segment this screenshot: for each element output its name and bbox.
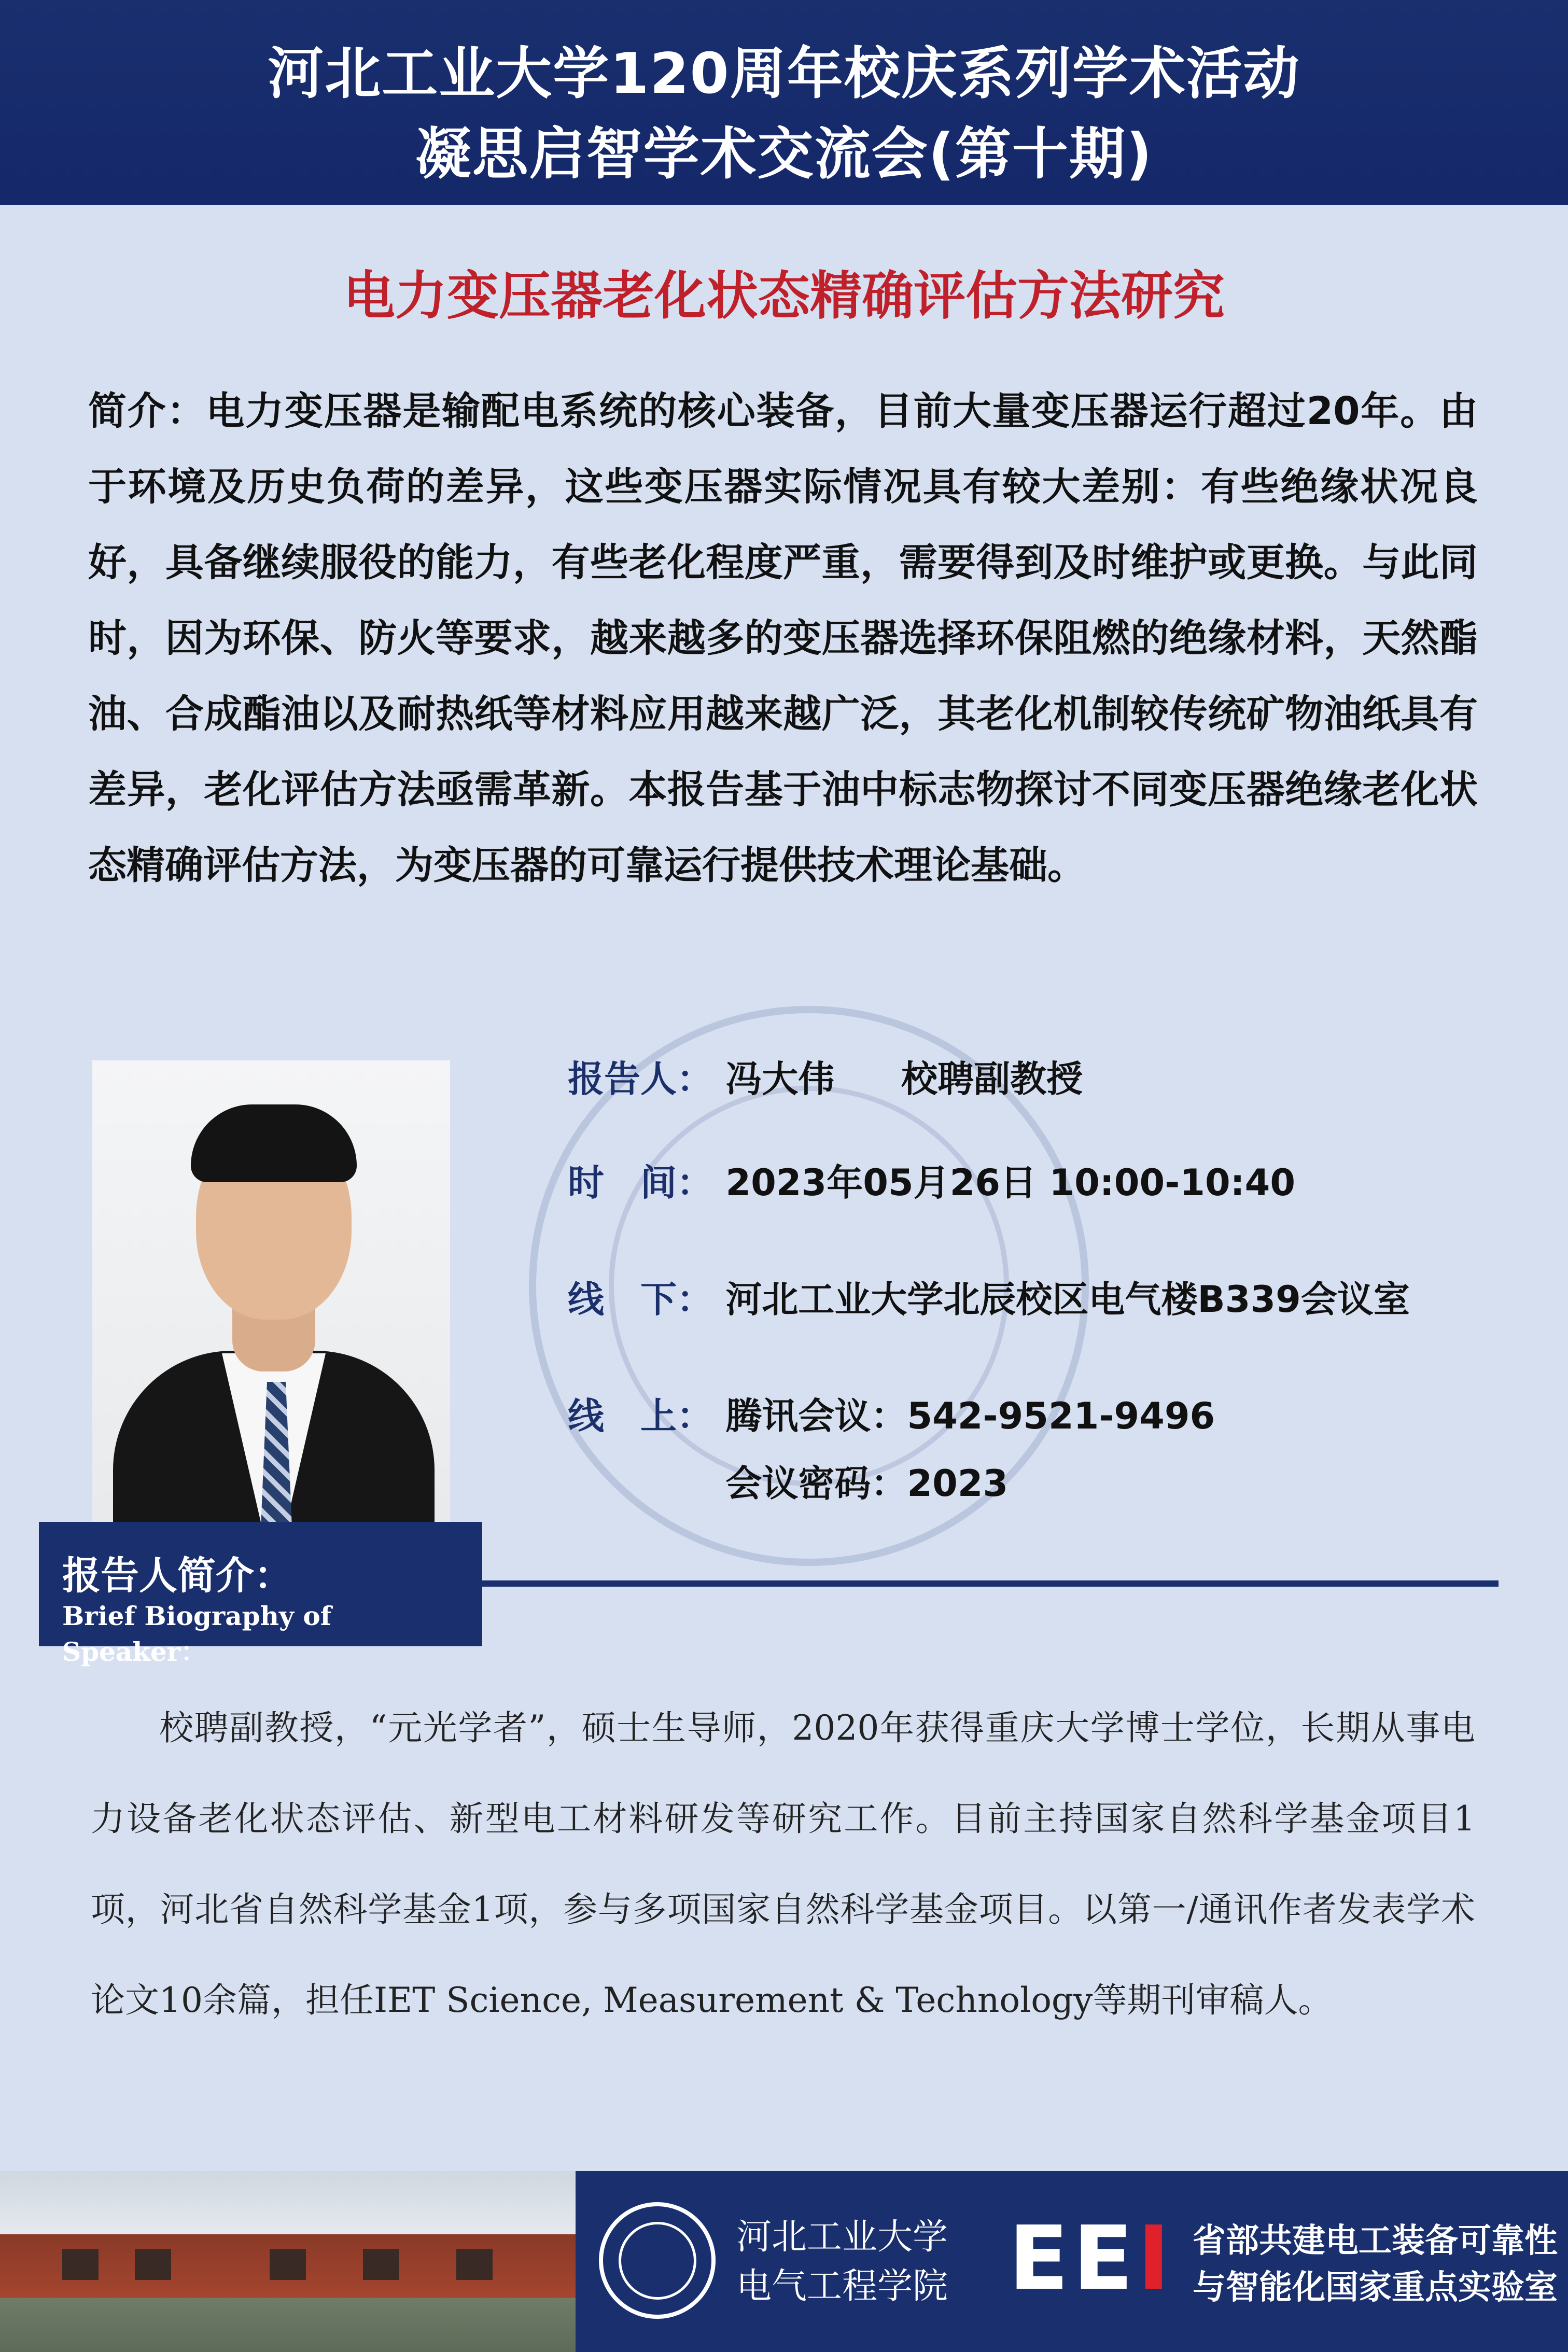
- online-meeting-password: 会议密码：2023: [725, 1462, 1009, 1505]
- lab-name-line1: 省部共建电工装备可靠性: [1193, 2222, 1558, 2260]
- speaker-photo: [92, 1060, 450, 1522]
- poster-header: [0, 0, 1568, 205]
- biography-heading-cn: 报告人简介：: [62, 1553, 292, 1598]
- speaker-biography: 校聘副教授，“元光学者”，硕士生导师，2020年获得重庆大学博士学位，长期从事电力设备老化状态评估、新型电工材料研发等研究工作。目前主持国家自然科学基金项目1项，河北省自然科学基金1项，参与多项国家自然科学基金项目。以第一/通讯作者发表学术论文10余篇，担任IET Science, Measurement & Technology等期刊审稿人。: [91, 1708, 1475, 2020]
- time-value: 2023年05月26日 10:00-10:40: [725, 1161, 1296, 1204]
- online-password-row: [568, 1454, 1008, 1507]
- speaker-row: [568, 1050, 1083, 1102]
- section-divider: [482, 1580, 1499, 1587]
- lab-logo-icon: EEI: [1009, 2207, 1174, 2310]
- talk-abstract: 简介：电力变压器是输配电系统的核心装备，目前大量变压器运行超过20年。由于环境及历史负荷的差异，这些变压器实际情况具有较大差别：有些绝缘状况良好，具备继续服役的能力，有些老化程度严重，需要得到及时维护或更换。与此同时，因为环保、防火等要求，越来越多的变压器选择环保阻燃的绝缘材料，天然酯油、合成酯油以及耐热纸等材料应用越来越广泛，其老化机制较传统矿物油纸具有差异，老化评估方法亟需革新。本报告基于油中标志物探讨不同变压器绝缘老化状态精确评估方法，为变压器的可靠运行提供技术理论基础。: [88, 389, 1478, 888]
- speaker-name: 冯大伟: [725, 1058, 835, 1100]
- offline-row: [568, 1270, 1410, 1323]
- lab-name-line2: 与智能化国家重点实验室: [1193, 2269, 1558, 2307]
- campus-building-image: [0, 2171, 576, 2352]
- online-meeting-id: 腾讯会议：542-9521-9496: [725, 1395, 1215, 1437]
- time-label: 时 间：: [568, 1161, 713, 1204]
- biography-heading: [39, 1522, 482, 1667]
- biography-heading-en: Brief Biography of Speaker：: [62, 1601, 332, 1667]
- poster-footer: [0, 2171, 1568, 2352]
- college-name: [736, 2213, 948, 2311]
- time-row: [568, 1154, 1295, 1206]
- college-logo-icon: [599, 2202, 716, 2319]
- speaker-label: 报告人：: [568, 1058, 713, 1100]
- online-row: [568, 1387, 1215, 1439]
- event-session-title: 凝思启智学术交流会(第十期): [415, 122, 1153, 187]
- offline-venue: 河北工业大学北辰校区电气楼B339会议室: [725, 1278, 1410, 1321]
- offline-label: 线 下：: [568, 1278, 713, 1321]
- state-key-lab-name: [1193, 2218, 1558, 2311]
- college-name-line1: 河北工业大学: [736, 2217, 948, 2258]
- talk-topic: 电力变压器老化状态精确评估方法研究: [343, 265, 1225, 326]
- college-name-line2: 电气工程学院: [736, 2266, 948, 2307]
- speaker-title: 校聘副教授: [901, 1058, 1083, 1100]
- online-label: 线 上：: [568, 1395, 713, 1437]
- event-series-title: 河北工业大学120周年校庆系列学术活动: [268, 41, 1300, 106]
